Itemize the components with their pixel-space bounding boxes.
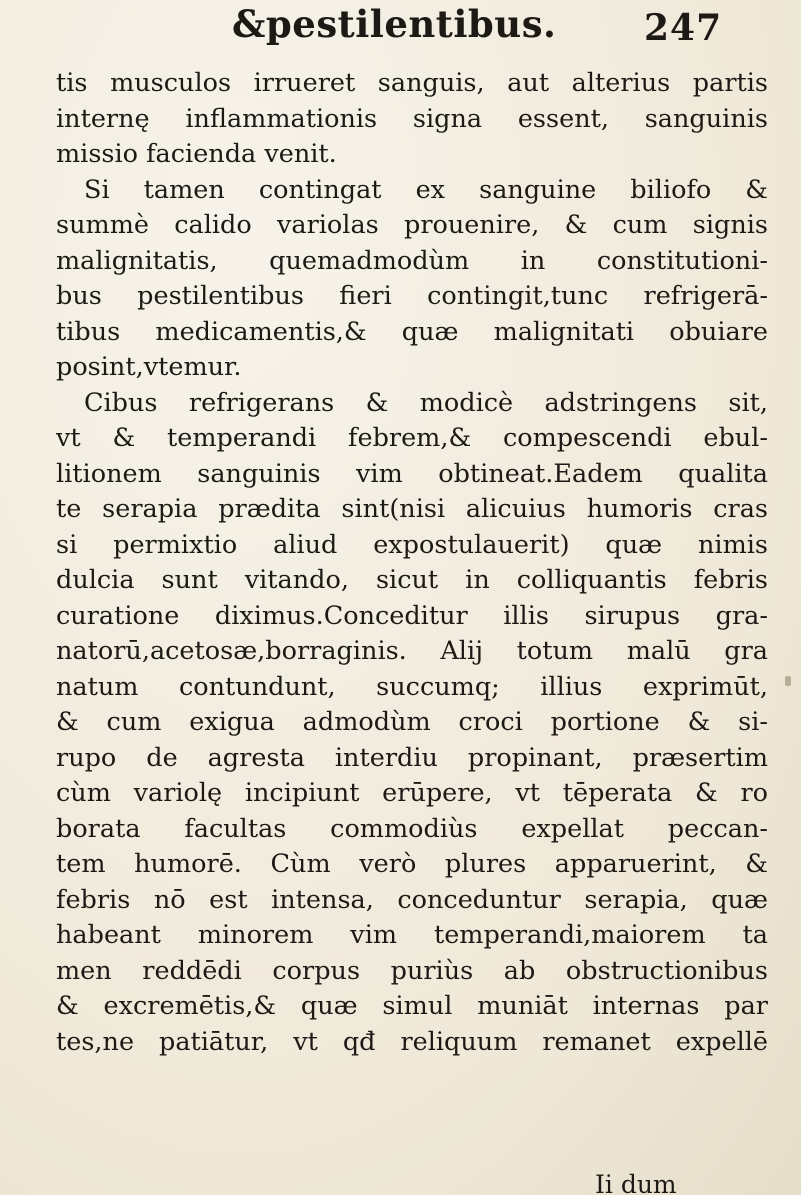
- text-line: borata facultas commodiùs expellat peccan-: [56, 813, 768, 844]
- text-line: missio facienda venit.: [56, 139, 337, 169]
- text-line: internę inflammationis signa essent, sanguinis: [56, 103, 768, 134]
- text-line: tes,ne patiātur, vt qđ reliquum remanet expellē: [56, 1026, 768, 1057]
- text-line: men reddēdi corpus puriùs ab obstructionibus: [56, 955, 768, 986]
- text-line: dulcia sunt vitando, sicut in colliquantis febris: [56, 565, 768, 595]
- body-text: [56, 66, 768, 1060]
- text-line: cùm variolę incipiunt erūpere, vt tēperata & ro: [56, 778, 768, 808]
- text-line: natum contundunt, succumq; illius exprimūt,: [56, 671, 768, 702]
- text-line: febris nō est intensa, conceduntur serapia, quæ: [56, 884, 768, 915]
- text-line: summè calido variolas prouenire, & cum signis: [56, 210, 768, 240]
- running-head: &pestilentibus.: [232, 2, 557, 46]
- text-line: malignitatis, quemadmodùm in constitutioni-: [56, 245, 768, 276]
- text-line: & cum exigua admodùm croci portione & si-: [56, 707, 768, 737]
- page-header: [0, 2, 801, 54]
- text-line: Si tamen contingat ex sanguine biliofo &: [84, 174, 768, 205]
- text-line: tis musculos irrueret sanguis, aut alterius partis: [56, 68, 768, 98]
- text-line: tibus medicamentis,& quæ malignitati obuiare: [56, 316, 768, 347]
- catchword-area: [0, 1168, 801, 1195]
- text-line: te serapia prædita sint(nisi alicuius humoris cras: [56, 494, 768, 524]
- text-line: bus pestilentibus fieri contingit,tunc refrigerā-: [56, 281, 768, 311]
- paper-blemish: [785, 676, 791, 686]
- page-number: 247: [644, 7, 723, 49]
- text-line: Cibus refrigerans & modicè adstringens sit,: [84, 387, 768, 418]
- text-line: rupo de agresta interdiu propinant, præsertim: [56, 742, 768, 773]
- catchword: Ii dum: [595, 1170, 677, 1195]
- text-line: & excremētis,& quæ simul muniāt internas par: [56, 991, 768, 1021]
- text-line: litionem sanguinis vim obtineat.Eadem qualita: [56, 458, 768, 489]
- text-line: si permixtio aliud expostulauerit) quæ nimis: [56, 529, 768, 560]
- text-line: vt & temperandi febrem,& compescendi ebul-: [56, 423, 768, 453]
- text-line: tem humorē. Cùm verò plures apparuerint, &: [56, 849, 768, 879]
- text-line: habeant minorem vim temperandi,maiorem ta: [56, 920, 768, 950]
- text-line: curatione diximus.Conceditur illis sirupus gra-: [56, 600, 768, 631]
- text-line: natorū,acetosæ,borraginis. Alij totum malū gra: [56, 636, 768, 666]
- text-line: posint,vtemur.: [56, 352, 242, 382]
